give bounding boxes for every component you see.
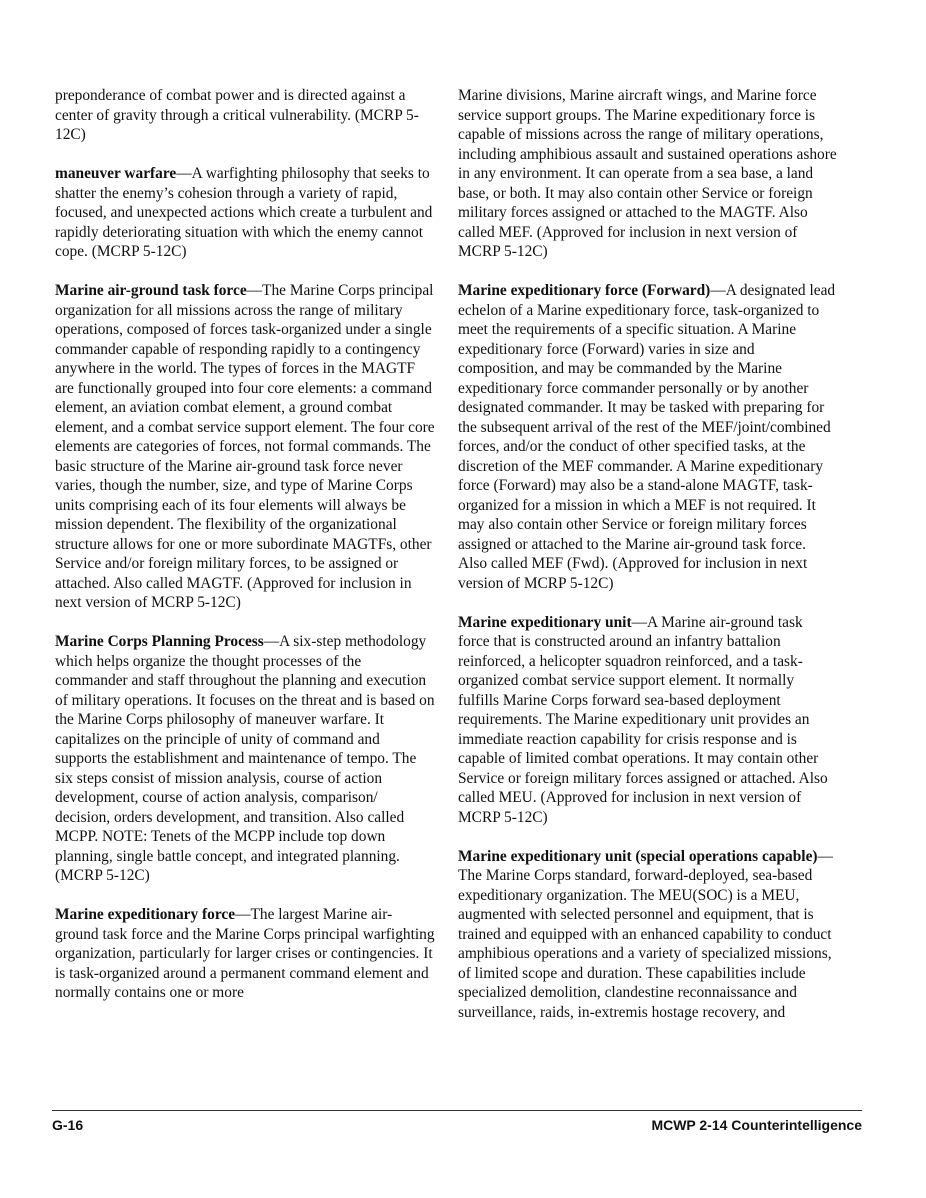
entry-term: Marine expeditionary unit (special operations capable): [458, 847, 818, 865]
left-column: [55, 86, 435, 1022]
glossary-entry-maneuver-warfare: [55, 164, 435, 262]
glossary-entry-mef-forward: [458, 281, 838, 593]
glossary-entry-continued: [55, 86, 435, 145]
entry-definition: preponderance of combat power and is directed against a center of gravity through a critical vulnerability. (MCRP 5-12C): [55, 87, 419, 143]
glossary-entry-meu: [458, 613, 838, 828]
glossary-entry-mcpp: [55, 632, 435, 886]
glossary-entry-magtf: [55, 281, 435, 613]
glossary-entry-mef: [55, 905, 435, 1003]
entry-term: Marine expeditionary force: [55, 906, 236, 923]
glossary-entry-mef-continued: [458, 86, 838, 262]
publication-title: MCWP 2-14 Counterintelligence: [651, 1117, 862, 1133]
entry-definition: —A Marine air-ground task force that is constructed around an infantry battalion reinforced, a helicopter squadron reinforced, and a task-organized combat service support element. It normally fulfills Marine Corps forward sea-based deployment requirements. The Marine expeditionary unit provides an immediate reaction capability for crisis response and is capable of limited combat operations. It may contain other Service or foreign military forces assigned or attached. Also called MEU. (Approved for inclusion in next version of MCRP 5-12C): [458, 613, 828, 826]
entry-term: Marine expeditionary force (Forward): [458, 282, 711, 299]
glossary-entry-meu-soc: [458, 847, 838, 1023]
entry-term: Marine air-ground task force: [55, 282, 247, 299]
entry-definition: —A six-step methodology which helps organize the thought processes of the commander and staff throughout the planning and execution of military operations. It focuses on the threat and is based on the Marine Corps philosophy of maneuver warfare. It capitalizes on the principle of unity of command and supports the establishment and maintenance of tempo. The six steps consist of mission analysis, course of action development, course of action analysis, comparison/ decision, orders development, and transition. Also called MCPP. NOTE: Tenets of the MCPP include top down planning, single battle concept, and integrated planning. (MCRP 5-12C): [55, 633, 435, 884]
entry-term: Marine Corps Planning Process: [55, 633, 264, 650]
right-column: [458, 86, 838, 1042]
entry-term: maneuver warfare: [55, 165, 177, 182]
entry-definition: —The Marine Corps principal organization for all missions across the range of military operations, composed of forces task-organized under a single commander capable of responding rapidly to a contingency anywhere in the world. The types of forces in the MAGTF are functionally grouped into four core elements: a command element, an aviation combat element, a ground combat element, and a combat service support element. The four core elements are categories of forces, not formal commands. The basic structure of the Marine air-ground task force never varies, though the number, size, and type of Marine Corps units comprising each of its four elements will always be mission dependent. The flexibility of the organizational structure allows for one or more subordinate MAGTFs, other Service and/or foreign military forces, to be assigned or attached. Also called MAGTF. (Approved for inclusion in next version of MCRP 5-12C): [55, 282, 435, 611]
entry-term: Marine expeditionary unit: [458, 613, 632, 631]
entry-definition: —The Marine Corps standard, forward-deployed, sea-based expeditionary organization. The MEU(SOC) is a MEU, augmented with selected personnel and equipment, that is trained and equipped with an enhanced capability to conduct amphibious operations and a variety of specialized missions, of limited scope and duration. These capabilities include specialized demolition, clandestine reconnaissance and surveillance, raids, in-extremis hostage recovery, and: [458, 847, 833, 1021]
entry-definition: Marine divisions, Marine aircraft wings, and Marine force service support groups. The Marine expeditionary force is capable of missions across the range of military operations, including amphibious assault and sustained operations ashore in any environment. It can operate from a sea base, a land base, or both. It may also contain other Service or foreign military forces assigned or attached to the MAGTF. Also called MEF. (Approved for inclusion in next version of MCRP 5-12C): [458, 87, 837, 260]
entry-definition: —The largest Marine air-ground task force and the Marine Corps principal warfighting organization, particularly for larger crises or contingencies. It is task-organized around a permanent command element and normally contains one or more: [55, 906, 435, 1001]
entry-definition: —A designated lead echelon of a Marine expeditionary force, task-organized to meet the requirements of a specific situation. A Marine expeditionary force (Forward) varies in size and composition, and may be commanded by the Marine expeditionary force commander personally or by another designated commander. It may be tasked with preparing for the subsequent arrival of the rest of the MEF/joint/combined forces, and/or the conduct of other specified tasks, at the discretion of the MEF commander. A Marine expeditionary force (Forward) may also be a stand-alone MAGTF, task-organized for a mission in which a MEF is not required. It may also contain other Service or foreign military forces assigned or attached to the Marine air-ground task force. Also called MEF (Fwd). (Approved for inclusion in next version of MCRP 5-12C): [458, 282, 836, 592]
footer-divider: [52, 1110, 862, 1111]
page-number: G-16: [52, 1117, 84, 1133]
entry-definition: —A warfighting philosophy that seeks to shatter the enemy’s cohesion through a variety of rapid, focused, and unexpected actions which create a turbulent and rapidly deteriorating situation with which the enemy cannot cope. (MCRP 5-12C): [55, 165, 433, 260]
